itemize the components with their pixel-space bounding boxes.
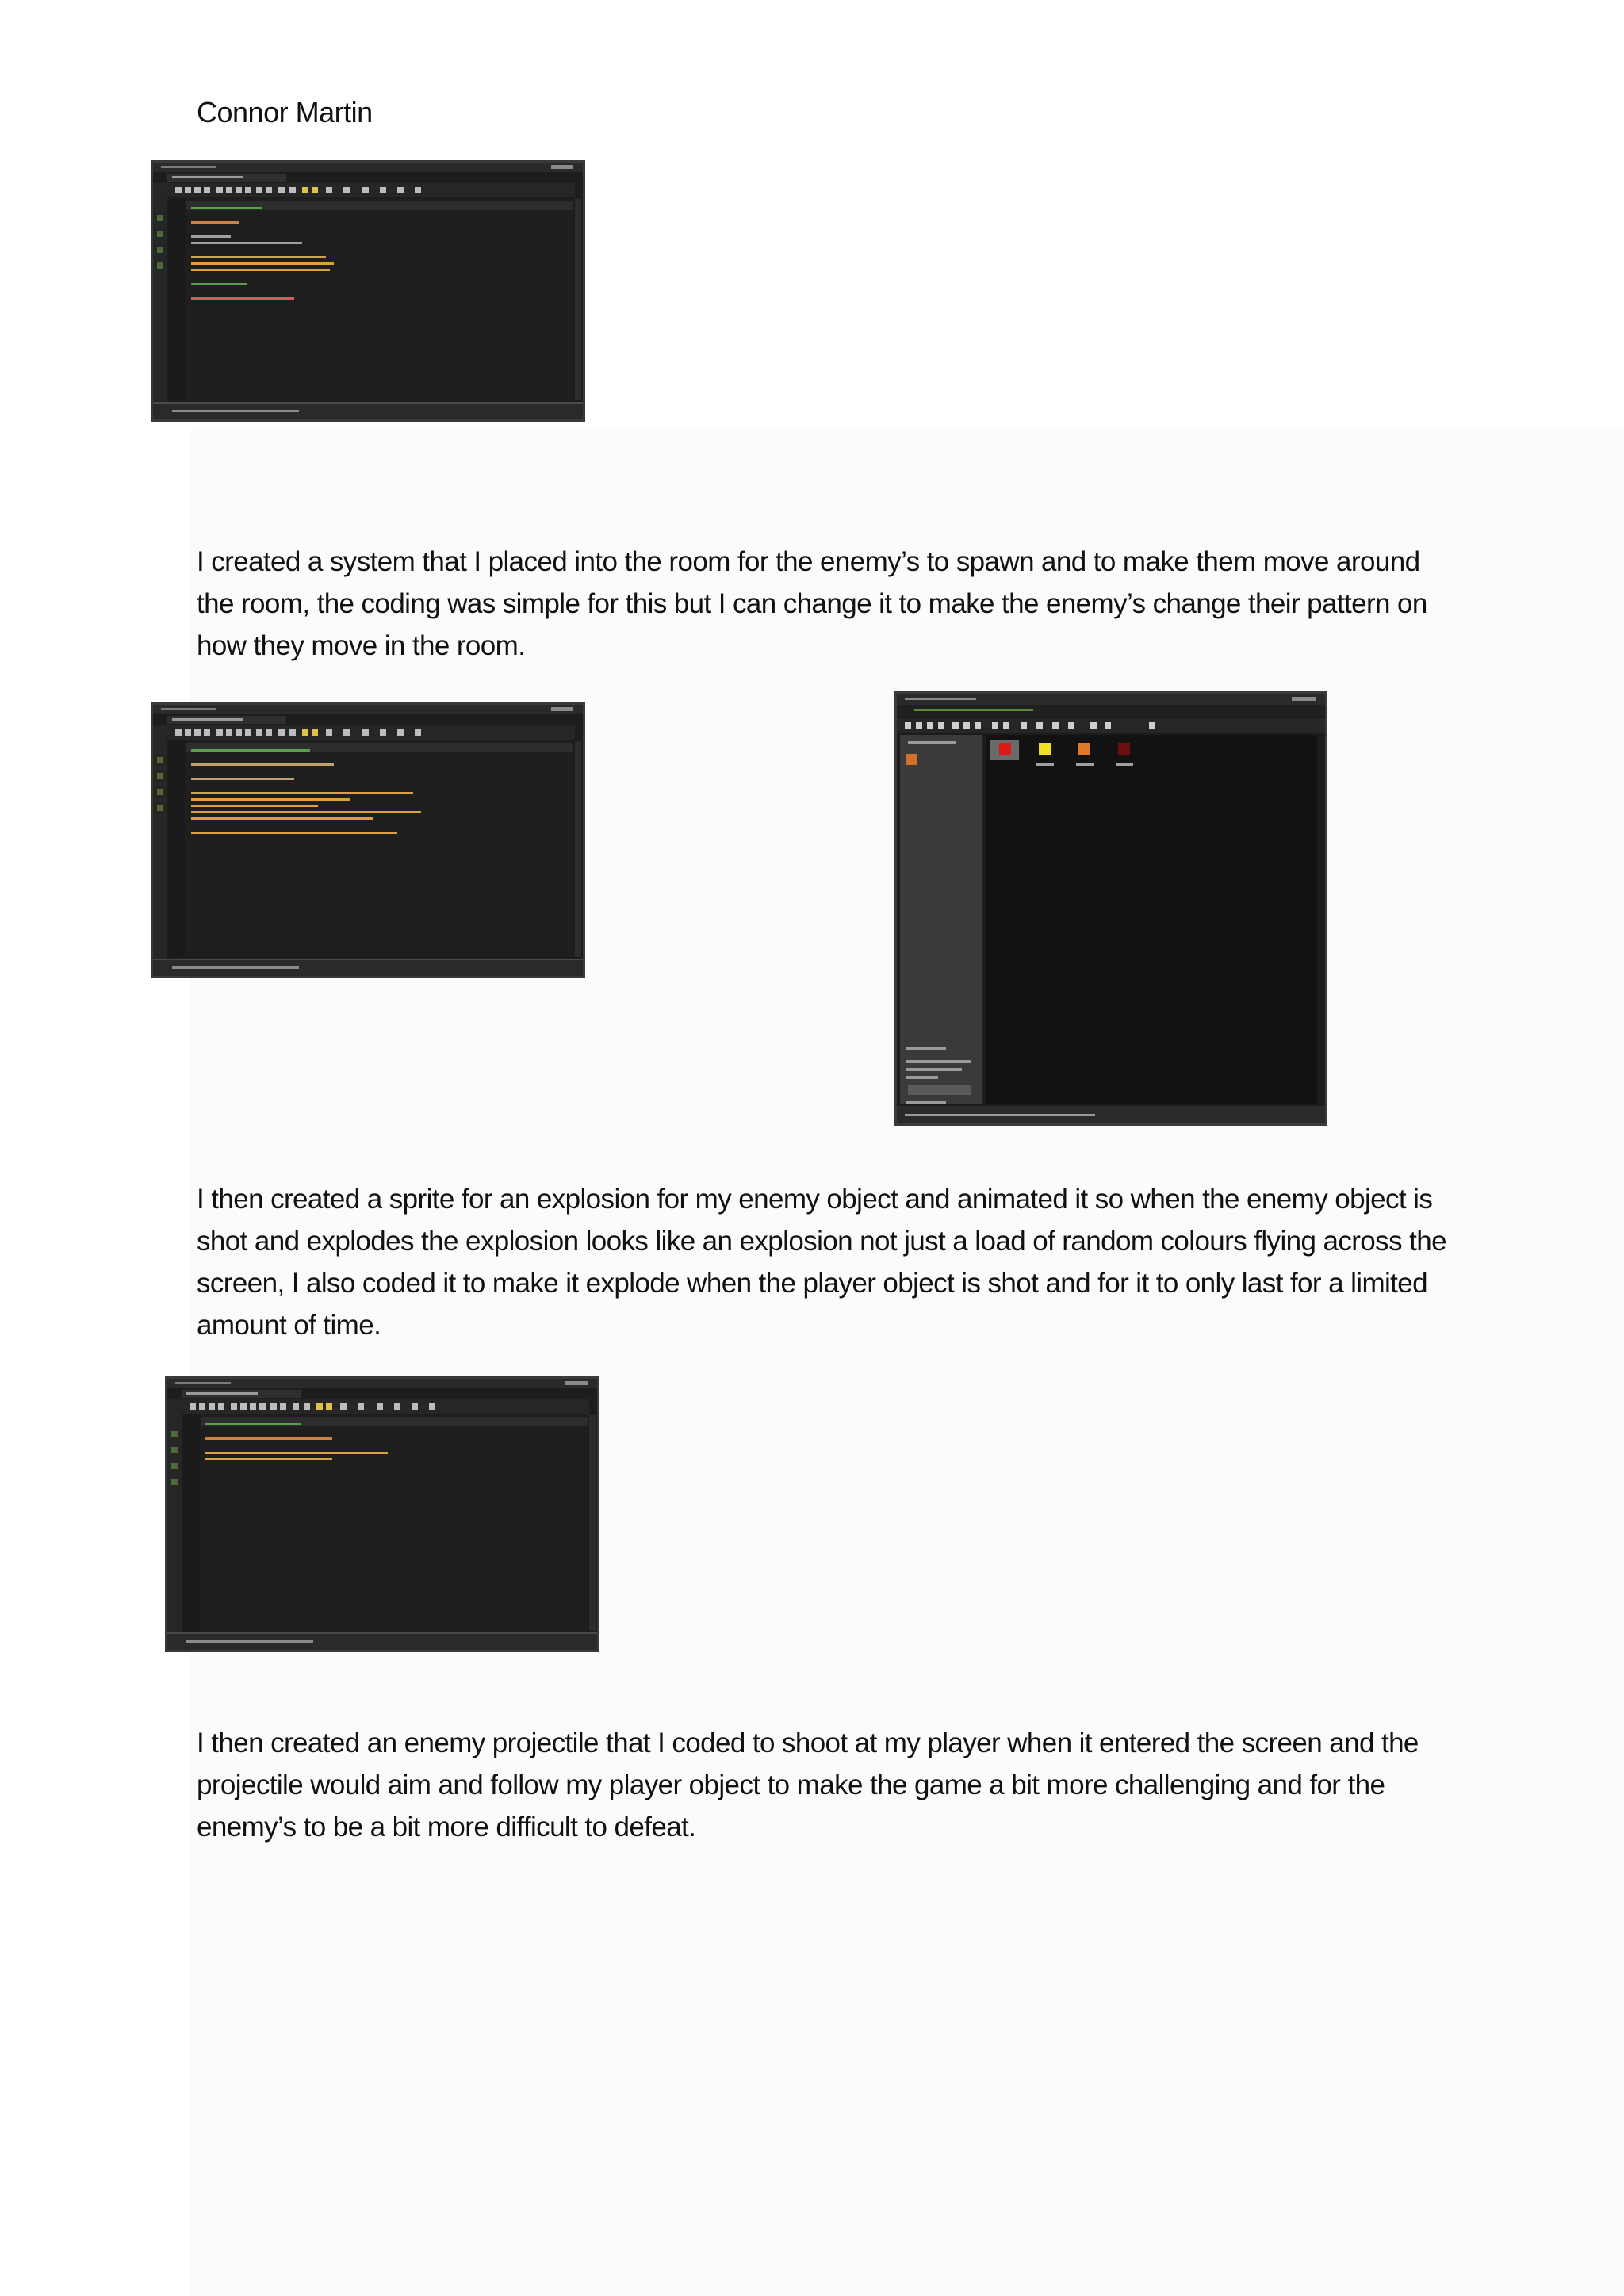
code-line	[191, 207, 262, 209]
explosion-code-screenshot	[151, 702, 585, 978]
toolbar-icon	[289, 729, 296, 736]
toolbar-icon	[190, 1403, 196, 1410]
code-line	[191, 262, 334, 265]
toolbar-icon	[293, 1403, 299, 1410]
toolbar-icon	[340, 1403, 347, 1410]
toolbar-icon	[326, 1403, 332, 1410]
toolbar-icon	[245, 729, 251, 736]
toolbar-icon	[216, 187, 223, 193]
toolbar-icon	[312, 187, 318, 193]
code-line	[191, 792, 413, 794]
toolbar-icon	[429, 1403, 435, 1410]
paragraph-projectile: I then created an enemy projectile that I coded to shoot at my player when it entered the screen and the projectile would aim and follow my player object to make the game a bit more challenging and for the enemy’s to be a bit more difficult to defeat.	[197, 1728, 1419, 1843]
code-line	[205, 1423, 301, 1425]
frame-thumbnail	[1109, 740, 1138, 760]
editor-toolbar	[167, 725, 575, 740]
toolbar-icon	[280, 1403, 286, 1410]
toolbar-icon	[343, 187, 350, 193]
sidebar-icon	[171, 1463, 178, 1469]
editor-titlebar	[153, 705, 583, 714]
code-line	[191, 749, 310, 752]
toolbar-icon	[377, 1403, 383, 1410]
code-line	[205, 1437, 332, 1440]
toolbar-icon	[358, 1403, 364, 1410]
editor-tab	[182, 1390, 301, 1398]
spawner-code-screenshot	[151, 160, 585, 422]
sidebar-icon	[157, 231, 163, 237]
toolbar-icon	[194, 729, 201, 736]
sprite-editor-statusbar	[897, 1106, 1325, 1123]
toolbar-icon	[256, 729, 262, 736]
toolbar-icon	[199, 1403, 205, 1410]
editor-tab	[167, 174, 286, 182]
sidebar-icon	[157, 215, 163, 221]
code-line	[191, 817, 373, 820]
toolbar-icon	[236, 187, 242, 193]
line-number-gutter	[169, 741, 185, 957]
toolbar-icon	[226, 187, 232, 193]
sidebar-icon	[157, 247, 163, 253]
toolbar-icon	[302, 729, 308, 736]
toolbar-icon	[415, 729, 421, 736]
editor-statusbar	[153, 402, 583, 419]
toolbar-icon	[259, 1403, 266, 1410]
toolbar-icon	[204, 187, 210, 193]
frame-thumbnail	[1030, 740, 1059, 760]
code-line	[191, 269, 330, 271]
toolbar-icon	[289, 187, 296, 193]
sprite-editor-toolbar	[897, 718, 1325, 733]
author-name: Connor Martin	[197, 96, 373, 128]
toolbar-icon	[304, 1403, 310, 1410]
sidebar-icon	[157, 262, 163, 269]
toolbar-icon	[218, 1403, 224, 1410]
toolbar-icon	[194, 187, 201, 193]
toolbar-icon	[316, 1403, 323, 1410]
toolbar-icon	[412, 1403, 418, 1410]
code-area	[186, 199, 573, 400]
code-line	[191, 235, 231, 238]
code-line	[191, 256, 326, 258]
toolbar-icon	[380, 187, 386, 193]
editor-scrollbar	[575, 741, 581, 957]
toolbar-icon	[240, 1403, 247, 1410]
projectile-code-screenshot	[165, 1376, 599, 1652]
code-line	[191, 283, 247, 285]
editor-sidebar	[153, 183, 167, 404]
code-line	[191, 221, 239, 224]
toolbar-icon	[231, 1403, 237, 1410]
code-line	[191, 242, 302, 244]
editor-statusbar	[167, 1632, 597, 1650]
editor-statusbar	[153, 959, 583, 976]
editor-sidebar	[167, 1399, 182, 1634]
sidebar-icon	[171, 1431, 178, 1437]
code-line	[205, 1458, 332, 1460]
editor-titlebar	[153, 163, 583, 172]
explosion-frame-2	[1078, 743, 1090, 755]
sprite-icon	[906, 754, 917, 765]
code-line	[191, 811, 421, 813]
editor-sidebar	[153, 725, 167, 960]
code-line	[205, 1452, 388, 1454]
toolbar-icon	[216, 729, 223, 736]
code-line	[191, 798, 350, 801]
paragraph-spawner: I created a system that I placed into the room for the enemy’s to spawn and to make them move around the room, the coding was simple for this but I can change it to make the enemy’s change their pattern on how they move in the room.	[197, 546, 1427, 661]
toolbar-icon	[270, 1403, 277, 1410]
toolbar-icon	[326, 729, 332, 736]
toolbar-icon	[266, 729, 272, 736]
paragraph-explosion: I then created a sprite for an explosion for my enemy object and animated it so when the enemy object is shot and explodes the explosion looks like an explosion not just a load of random colours flying across the screen, I also coded it to make it explode when the player object is shot and for it to only last for a limited amount of time.	[197, 1184, 1446, 1341]
toolbar-icon	[226, 729, 232, 736]
toolbar-icon	[245, 187, 251, 193]
toolbar-icon	[175, 729, 182, 736]
code-line	[191, 763, 334, 766]
toolbar-icon	[397, 729, 404, 736]
sprite-properties-panel	[900, 735, 982, 1104]
code-line	[191, 832, 397, 834]
sidebar-icon	[171, 1447, 178, 1453]
editor-toolbar	[167, 183, 575, 197]
frame-thumbnail	[1070, 740, 1098, 760]
toolbar-icon	[394, 1403, 400, 1410]
toolbar-icon	[278, 187, 285, 193]
code-area	[186, 741, 573, 957]
frame-thumbnail	[990, 740, 1019, 760]
line-number-gutter	[183, 1415, 199, 1631]
toolbar-icon	[343, 729, 350, 736]
toolbar-icon	[362, 729, 369, 736]
editor-scrollbar	[589, 1415, 596, 1631]
sidebar-icon	[157, 789, 163, 795]
code-line	[191, 778, 294, 780]
code-line	[191, 805, 318, 807]
explosion-sprite-editor-screenshot	[894, 691, 1327, 1126]
sidebar-icon	[157, 805, 163, 811]
toolbar-icon	[256, 187, 262, 193]
toolbar-icon	[185, 729, 191, 736]
toolbar-icon	[204, 729, 210, 736]
sidebar-icon	[157, 773, 163, 779]
toolbar-icon	[175, 187, 182, 193]
editor-scrollbar	[575, 199, 581, 400]
line-number-gutter	[169, 199, 185, 400]
code-area	[201, 1415, 588, 1631]
toolbar-icon	[236, 729, 242, 736]
toolbar-icon	[362, 187, 369, 193]
toolbar-icon	[326, 187, 332, 193]
code-line	[191, 297, 294, 300]
toolbar-icon	[278, 729, 285, 736]
explosion-frame-3	[1118, 743, 1130, 755]
sidebar-icon	[171, 1479, 178, 1485]
toolbar-icon	[380, 729, 386, 736]
editor-toolbar	[182, 1399, 589, 1414]
explosion-frame-0	[999, 743, 1011, 755]
sidebar-icon	[157, 757, 163, 763]
toolbar-icon	[312, 729, 318, 736]
toolbar-icon	[185, 187, 191, 193]
toolbar-icon	[250, 1403, 256, 1410]
sprite-frames-canvas	[986, 735, 1317, 1104]
toolbar-icon	[302, 187, 308, 193]
toolbar-icon	[415, 187, 421, 193]
explosion-frame-1	[1039, 743, 1051, 755]
editor-titlebar	[167, 1379, 597, 1388]
toolbar-icon	[209, 1403, 215, 1410]
editor-tab	[167, 716, 286, 724]
toolbar-icon	[397, 187, 404, 193]
toolbar-icon	[266, 187, 272, 193]
